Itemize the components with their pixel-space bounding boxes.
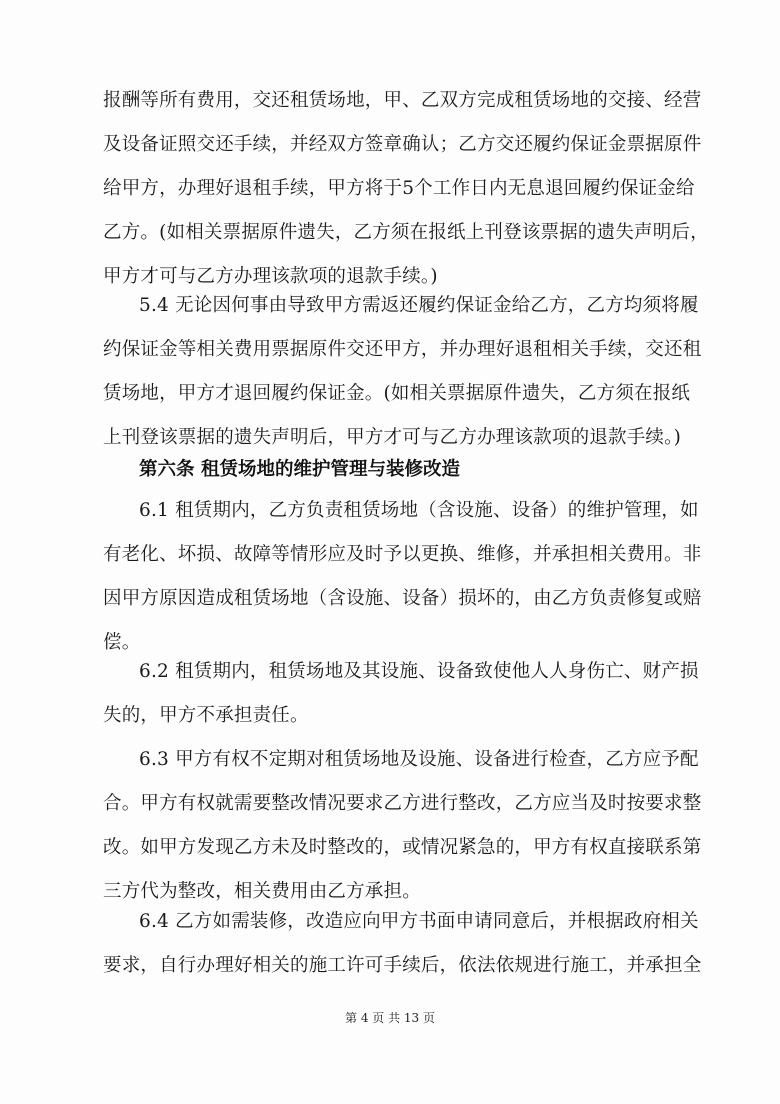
text-line: 有老化、坏损、故障等情形应及时予以更换、维修，并承担相关费用。非 (103, 544, 702, 565)
text-line: 6.1 租赁期内，乙方负责租赁场地（含设施、设备）的维护管理，如 (139, 500, 699, 521)
text-line: 6.3 甲方有权不定期对租赁场地及设施、设备进行检查，乙方应予配 (139, 749, 699, 770)
text-line: 合。甲方有权就需要整改情况要求乙方进行整改，乙方应当及时按要求整 (103, 793, 702, 814)
text-line: 乙方。(如相关票据原件遗失，乙方须在报纸上刊登该票据的遗失声明后， (103, 222, 709, 243)
text-line: 及设备证照交还手续，并经双方签章确认；乙方交还履约保证金票据原件 (103, 134, 702, 155)
text-line: 上刊登该票据的遗失声明后，甲方才可与乙方办理该款项的退款手续。) (103, 427, 681, 448)
text-line: 6.4 乙方如需装修，改造应向甲方书面申请同意后，并根据政府相关 (139, 911, 699, 932)
text-line: 5.4 无论因何事由导致甲方需返还履约保证金给乙方，乙方均须将履 (139, 295, 699, 316)
section-heading: 第六条 租赁场地的维护管理与装修改造 (139, 459, 460, 480)
text-line: 6.2 租赁期内，租赁场地及其设施、设备致使他人人身伤亡、财产损 (139, 661, 699, 682)
text-line: 偿。 (103, 632, 141, 653)
text-line: 三方代为整改，相关费用由乙方承担。 (103, 881, 421, 902)
text-line: 要求，自行办理好相关的施工许可手续后，依法依规进行施工，并承担全 (103, 955, 702, 976)
page-number: 第 4 页 共 13 页 (345, 1011, 435, 1025)
text-line: 报酬等所有费用，交还租赁场地，甲、乙双方完成租赁场地的交接、经营 (103, 90, 702, 111)
text-line: 约保证金等相关费用票据原件交还甲方，并办理好退租相关手续，交还租 (103, 339, 702, 360)
text-line: 给甲方，办理好退租手续，甲方将于5个工作日内无息退回履约保证金给 (103, 178, 695, 199)
text-line: 赁场地，甲方才退回履约保证金。(如相关票据原件遗失，乙方须在报纸 (103, 383, 691, 404)
text-line: 失的，甲方不承担责任。 (103, 705, 309, 726)
text-line: 改。如甲方发现乙方未及时整改的，或情况紧急的，甲方有权直接联系第 (103, 837, 702, 858)
text-line: 因甲方原因造成租赁场地（含设施、设备）损坏的，由乙方负责修复或赔 (103, 588, 702, 609)
text-line: 甲方才可与乙方办理该款项的退款手续。) (103, 266, 438, 287)
